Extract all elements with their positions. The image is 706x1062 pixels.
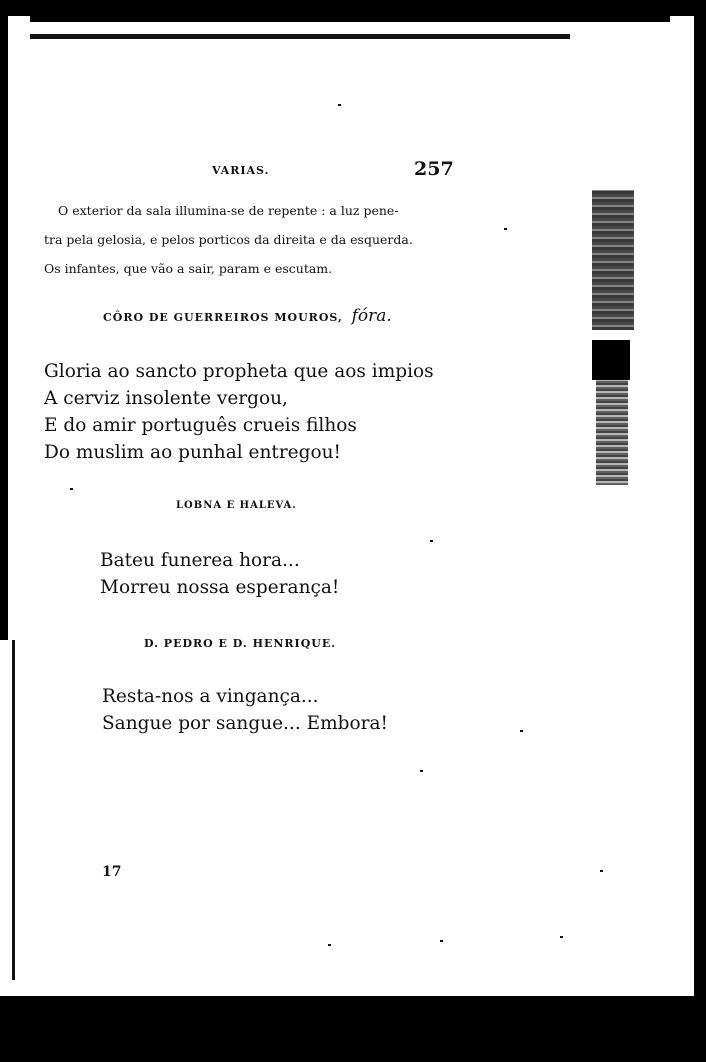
- running-title: VARIAS.: [212, 164, 270, 177]
- bleed-through-mark: [592, 340, 630, 380]
- speaker-heading-choir: [103, 306, 392, 326]
- dust-speck: [338, 104, 341, 106]
- scan-border-top: [0, 0, 706, 16]
- dust-speck: [420, 770, 423, 772]
- verse-line: Resta-nos a vingança...: [102, 686, 319, 707]
- verse-choir: [44, 358, 434, 466]
- speaker-name: LOBNA E HALEVA.: [176, 500, 297, 511]
- verse-line: Sangue por sangue... Embora!: [102, 713, 388, 734]
- verse-line: E do amir português crueis filhos: [44, 415, 357, 436]
- speaker-direction: fóra.: [351, 306, 392, 326]
- dust-speck: [328, 944, 331, 946]
- verse-line: Bateu funerea hora...: [100, 550, 300, 571]
- scan-border-left-thin: [12, 640, 15, 980]
- page-header: [0, 158, 706, 184]
- verse-line: Do muslim ao punhal entregou!: [44, 442, 341, 463]
- signature-mark: 17: [102, 864, 122, 880]
- dust-speck: [600, 870, 603, 872]
- dust-speck: [440, 940, 443, 942]
- dust-speck: [504, 228, 507, 230]
- stage-direction: [44, 196, 446, 283]
- stage-direction-line: tra pela gelosia, e pelos porticos da direita e da esquerda.: [44, 232, 413, 247]
- scan-border-right: [694, 0, 706, 1000]
- scan-border-bottom: [0, 996, 706, 1062]
- stage-direction-line: Os infantes, que vão a sair, param e escutam.: [44, 261, 333, 276]
- scan-border-left: [0, 0, 8, 640]
- verse-line: Gloria ao sancto propheta que aos impios: [44, 361, 434, 382]
- verse-lobna: [100, 547, 339, 601]
- speaker-name: CÔRO DE GUERREIROS MOUROS,: [103, 311, 343, 324]
- bleed-through-mark: [596, 380, 628, 485]
- speaker-name: D. PEDRO E D. HENRIQUE.: [144, 637, 337, 650]
- page-number: 257: [414, 158, 454, 180]
- verse-princes: [102, 683, 388, 737]
- scan-rule: [30, 34, 570, 39]
- dust-speck: [520, 730, 523, 732]
- scan-border-top-inner: [30, 16, 670, 22]
- speaker-heading-princes: [144, 637, 336, 650]
- stage-direction-line: O exterior da sala illumina-se de repente : a luz pene-: [58, 203, 399, 218]
- dust-speck: [430, 540, 433, 542]
- speaker-heading-lobna: [176, 500, 297, 511]
- verse-line: Morreu nossa esperança!: [100, 577, 340, 598]
- dust-speck: [70, 488, 73, 490]
- bleed-through-mark: [592, 190, 634, 330]
- verse-line: A cerviz insolente vergou,: [44, 388, 288, 409]
- dust-speck: [560, 936, 563, 938]
